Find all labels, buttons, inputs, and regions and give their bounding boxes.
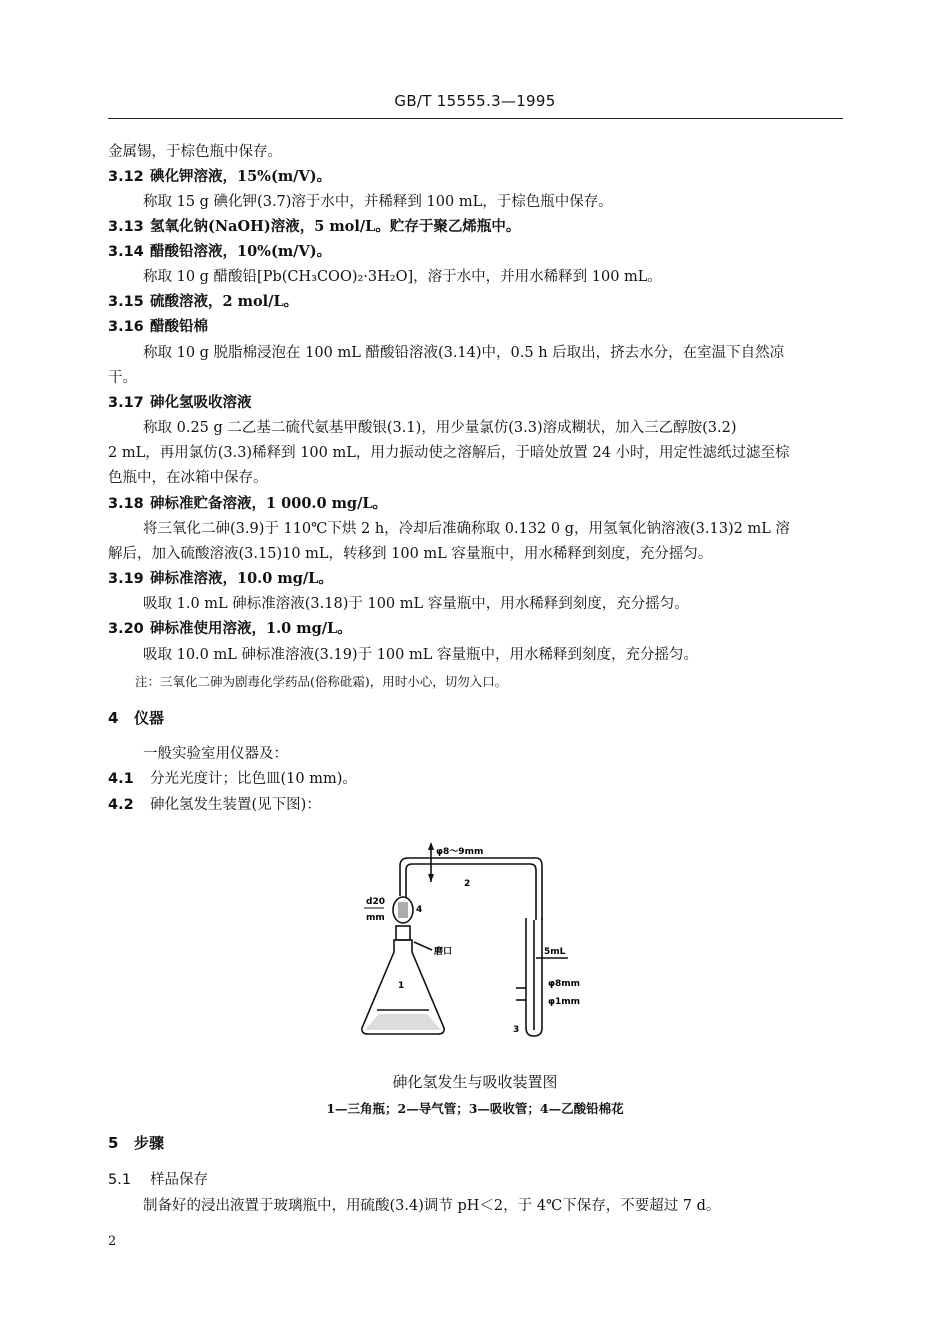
item-title: 砷标准贮备溶液，1 000.0 mg/L。: [150, 495, 388, 512]
item-title: 砷化氢吸收溶液: [150, 394, 252, 411]
item-body: 吸取 1.0 mL 砷标准溶液(3.18)于 100 mL 容量瓶中，用水稀释到刻度，充分摇匀。: [143, 596, 689, 612]
item-body: 吸取 10.0 mL 砷标准溶液(3.19)于 100 mL 容量瓶中，用水稀释到刻度，充分摇匀。: [143, 647, 698, 663]
item-number: 3.20: [108, 621, 144, 637]
item-3-17: [108, 393, 252, 413]
cotton-fill: [398, 902, 408, 918]
item-4-2: [108, 795, 321, 815]
item-body: 制备好的浸出液置于玻璃瓶中，用硫酸(3.4)调节 pH＜2，于 4℃下保存，不要超过 7 d。: [143, 1198, 721, 1214]
item-3-19: [108, 569, 333, 589]
label-d20: d20: [366, 897, 385, 907]
section-4-heading: [108, 707, 164, 728]
item-title: 醋酸铅溶液，10%(m/V)。: [150, 243, 332, 260]
arrow-head-bottom: [428, 874, 434, 882]
item-4-1: [108, 769, 357, 789]
item-body: 将三氧化二砷(3.9)于 110℃下烘 2 h，冷却后准确称取 0.132 0 g，用氢氧化钠溶液(3.13)2 mL 溶: [143, 521, 790, 537]
label-tube-2: 2: [464, 879, 471, 889]
section-intro: 一般实验室用仪器及：: [143, 746, 288, 762]
note: 注：三氧化二砷为剧毒化学药品(俗称砒霜)，用时小心，切勿入口。: [135, 674, 508, 689]
item-title: 氢氧化钠(NaOH)溶液，5 mol/L。贮存于聚乙烯瓶中。: [150, 218, 521, 235]
label-ground-joint: 磨口: [434, 947, 453, 957]
item-body: 称取 15 g 碘化钾(3.7)溶于水中，并稀释到 100 mL，于棕色瓶中保存。: [143, 194, 613, 210]
item-number: 3.12: [108, 169, 144, 185]
item-title: 醋酸铅棉: [150, 318, 208, 335]
item-body: 称取 10 g 脱脂棉浸泡在 100 mL 醋酸铅溶液(3.14)中，0.5 h 后取出，挤去水分，在室温下自然凉: [143, 345, 785, 361]
text-line: 金属锡，于棕色瓶中保存。: [108, 144, 282, 160]
item-title: 分光光度计；比色皿(10 mm)。: [150, 771, 357, 787]
item-body: 色瓶中，在冰箱中保存。: [108, 470, 268, 486]
item-number: 5.1: [108, 1172, 132, 1188]
item-title: 砷化氢发生装置(见下图)：: [150, 797, 321, 813]
item-3-16: [108, 317, 208, 337]
item-5-1: [108, 1170, 208, 1190]
item-title: 砷标准溶液，10.0 mg/L。: [150, 570, 333, 587]
item-body: 2 mL，再用氯仿(3.3)稀释到 100 mL，用力振动使之溶解后，于暗处放置 24 小时，用定性滤纸过滤至棕: [108, 445, 790, 461]
page-header: GB/T 15555.3—1995: [394, 92, 556, 110]
item-3-12: [108, 167, 331, 187]
item-number: 3.16: [108, 319, 144, 335]
item-title: 样品保存: [150, 1172, 208, 1188]
label-absorber-3: 3: [513, 1025, 520, 1035]
item-3-18: [108, 494, 387, 514]
item-number: 3.15: [108, 294, 144, 310]
label-phi1: φ1mm: [548, 997, 581, 1007]
section-title: 步骤: [134, 1134, 165, 1152]
figure-legend: 1—三角瓶；2—导气管；3—吸收管；4—乙酸铅棉花: [326, 1101, 624, 1116]
label-mm: mm: [366, 913, 385, 923]
header-rule: [108, 118, 843, 119]
item-number: 3.13: [108, 219, 144, 235]
section-number: 4: [108, 709, 119, 727]
figure-caption: 砷化氢发生与吸收装置图: [392, 1073, 558, 1091]
item-title: 碘化钾溶液，15%(m/V)。: [150, 168, 332, 185]
item-body: 称取 0.25 g 二乙基二硫代氨基甲酸银(3.1)，用少量氯仿(3.3)溶成糊状，加入三乙醇胺(3.2): [143, 420, 737, 436]
label-flask-1: 1: [398, 981, 405, 991]
item-number: 4.1: [108, 771, 134, 787]
label-phi8: φ8mm: [548, 979, 581, 989]
item-3-13: [108, 217, 520, 237]
item-title: 硫酸溶液，2 mol/L。: [150, 293, 299, 310]
item-3-20: [108, 619, 352, 639]
section-title: 仪器: [134, 709, 165, 727]
item-body: 解后，加入硫酸溶液(3.15)10 mL，转移到 100 mL 容量瓶中，用水稀释到刻度，充分摇匀。: [108, 546, 713, 562]
page-number: 2: [108, 1234, 117, 1249]
item-number: 3.14: [108, 244, 144, 260]
item-number: 3.19: [108, 571, 144, 587]
item-body: 干。: [108, 370, 137, 386]
item-3-14: [108, 242, 331, 262]
ground-joint: [396, 926, 410, 940]
item-number: 3.17: [108, 395, 144, 411]
section-number: 5: [108, 1134, 119, 1152]
item-3-15: [108, 292, 298, 312]
gas-tube-inner: [406, 864, 536, 920]
section-5-heading: [108, 1132, 164, 1153]
item-body: 称取 10 g 醋酸铅[Pb(CH₃COO)₂·3H₂O]，溶于水中，并用水稀释到 100 mL。: [143, 269, 662, 285]
label-bulb-4: 4: [416, 905, 423, 915]
arrow-head-top: [428, 842, 434, 850]
flask-liquid: [365, 1014, 441, 1030]
label-5ml: 5mL: [544, 947, 566, 957]
item-title: 砷标准使用溶液，1.0 mg/L。: [150, 620, 352, 637]
label-pipe-diameter: φ8～9mm: [436, 847, 484, 857]
item-number: 4.2: [108, 797, 134, 813]
item-number: 3.18: [108, 496, 144, 512]
arsine-apparatus-diagram: [340, 838, 610, 1048]
